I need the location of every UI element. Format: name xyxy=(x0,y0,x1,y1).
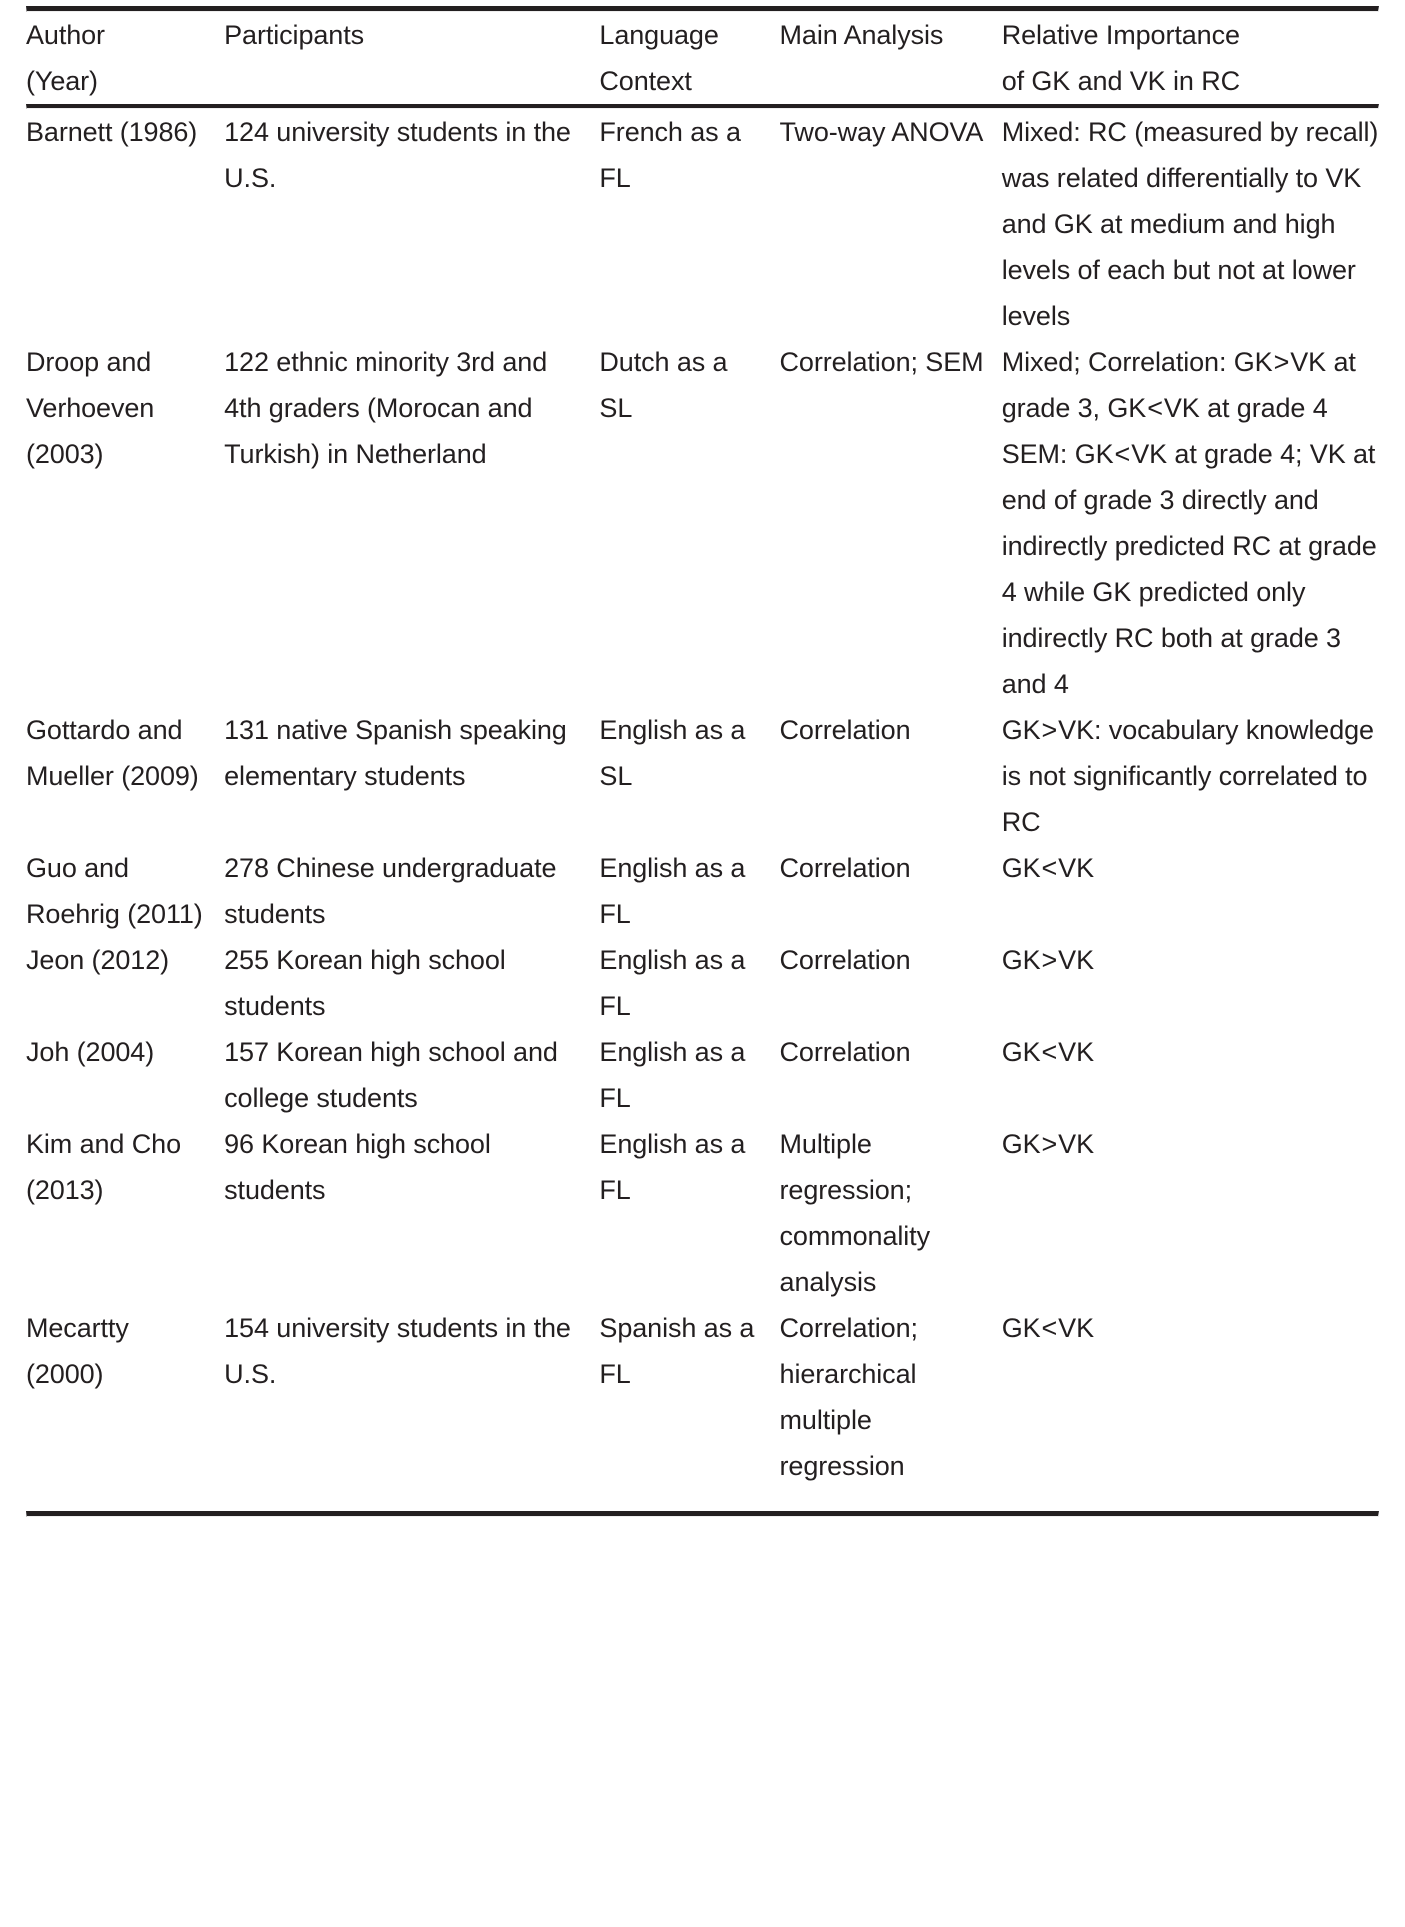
column-header-relative-importance xyxy=(1002,12,1379,104)
cell-main-analysis: Correlation xyxy=(779,853,911,883)
table-row xyxy=(26,1121,1379,1305)
cell-relative-importance: GK>VK xyxy=(1001,1129,1094,1159)
column-header-participants-line1: Participants xyxy=(224,20,365,50)
cell-main-analysis: Multiple regression; commonality analysis xyxy=(779,1129,930,1297)
column-header-participants xyxy=(224,12,599,104)
literature-review-table-body xyxy=(26,109,1379,1511)
cell-language-context: English as a FL xyxy=(599,945,746,1021)
cell-participants: 157 Korean high school and college students xyxy=(224,1037,558,1113)
greater-than-operator: > xyxy=(1041,715,1058,745)
cell-relative-importance: GK<VK xyxy=(1001,1313,1094,1343)
cell-language-context: English as a FL xyxy=(599,1037,746,1113)
less-than-operator: < xyxy=(1147,393,1163,423)
cell-relative-importance: GK>VK xyxy=(1001,945,1094,975)
cell-author: Joh (2004) xyxy=(26,1037,155,1067)
table-row xyxy=(26,1029,1379,1121)
table-row xyxy=(26,109,1379,339)
cell-participants: 122 ethnic minority 3rd and 4th graders (Morocan and Turkish) in Netherland xyxy=(224,347,548,469)
cell-author: Gottardo and Mueller (2009) xyxy=(26,715,199,791)
column-header-relative-line1: Relative Importance xyxy=(1001,20,1240,50)
cell-author: Jeon (2012) xyxy=(26,945,169,975)
less-than-operator: < xyxy=(1041,1313,1058,1343)
cell-relative-importance: GK>VK: vocabulary knowledge is not significantly correlated to RC xyxy=(1001,715,1374,837)
column-header-analysis-line1: Main Analysis xyxy=(779,20,944,50)
greater-than-operator: > xyxy=(1041,1129,1058,1159)
column-header-language-context xyxy=(599,12,779,104)
cell-relative-importance: Mixed: RC (measured by recall) was related differentially to VK and GK at medium and high levels of each but not at lower levels xyxy=(1001,117,1379,331)
cell-language-context: English as a SL xyxy=(599,715,746,791)
less-than-operator: < xyxy=(1041,1037,1058,1067)
cell-participants: 124 university students in the U.S. xyxy=(224,117,571,193)
cell-participants: 131 native Spanish speaking elementary students xyxy=(224,715,567,791)
column-header-language-line2: Context xyxy=(599,66,692,96)
greater-than-operator: > xyxy=(1273,347,1290,377)
table-row xyxy=(26,339,1379,707)
greater-than-operator: > xyxy=(1041,945,1058,975)
table-row xyxy=(26,937,1379,1029)
less-than-operator: < xyxy=(1041,853,1058,883)
cell-author: Kim and Cho (2013) xyxy=(26,1129,181,1205)
table-row xyxy=(26,1305,1379,1511)
literature-review-table xyxy=(26,12,1379,104)
table-row xyxy=(26,845,1379,937)
cell-relative-importance: GK<VK xyxy=(1001,1037,1094,1067)
cell-main-analysis: Correlation; hierarchical multiple regression xyxy=(779,1313,918,1481)
cell-language-context: English as a FL xyxy=(599,853,746,929)
column-header-author xyxy=(26,12,224,104)
cell-language-context: Spanish as a FL xyxy=(599,1313,755,1389)
table-body xyxy=(26,109,1379,1511)
cell-language-context: Dutch as a SL xyxy=(599,347,728,423)
cell-participants: 96 Korean high school students xyxy=(224,1129,491,1205)
cell-author: Barnett (1986) xyxy=(26,117,198,147)
table-bottom-rule xyxy=(26,1511,1379,1517)
cell-language-context: French as a FL xyxy=(599,117,741,193)
cell-main-analysis: Correlation xyxy=(779,715,911,745)
cell-participants: 154 university students in the U.S. xyxy=(224,1313,571,1389)
column-header-relative-line2: of GK and VK in RC xyxy=(1001,66,1241,96)
less-than-operator: < xyxy=(1114,439,1131,469)
cell-participants: 255 Korean high school students xyxy=(224,945,506,1021)
cell-main-analysis: Two-way ANOVA xyxy=(779,117,984,147)
table-header xyxy=(26,12,1379,104)
column-header-main-analysis xyxy=(780,12,1002,104)
cell-main-analysis: Correlation xyxy=(779,1037,911,1067)
column-header-author-line2: (Year) xyxy=(26,66,98,96)
cell-relative-importance: GK<VK xyxy=(1001,853,1094,883)
column-header-language-line1: Language xyxy=(599,20,719,50)
column-header-author-line1: Author xyxy=(26,20,105,50)
cell-main-analysis: Correlation xyxy=(779,945,911,975)
cell-author: Mecartty (2000) xyxy=(26,1313,129,1389)
cell-author: Guo and Roehrig (2011) xyxy=(26,853,203,929)
cell-relative-importance: Mixed; Correlation: GK>VK at grade 3, GK<VK at grade 4 SEM: GK<VK at grade 4; VK at end of grade 3 directly and indirectly predicted RC at grade 4 while GK predicted only indirectly RC both at grade 3 and 4 xyxy=(1001,347,1377,699)
table-row xyxy=(26,707,1379,845)
header-row xyxy=(26,12,1379,104)
cell-main-analysis: Correlation; SEM xyxy=(779,347,984,377)
cell-author: Droop and Verhoeven (2003) xyxy=(26,347,155,469)
cell-language-context: English as a FL xyxy=(599,1129,746,1205)
cell-participants: 278 Chinese undergraduate students xyxy=(224,853,557,929)
